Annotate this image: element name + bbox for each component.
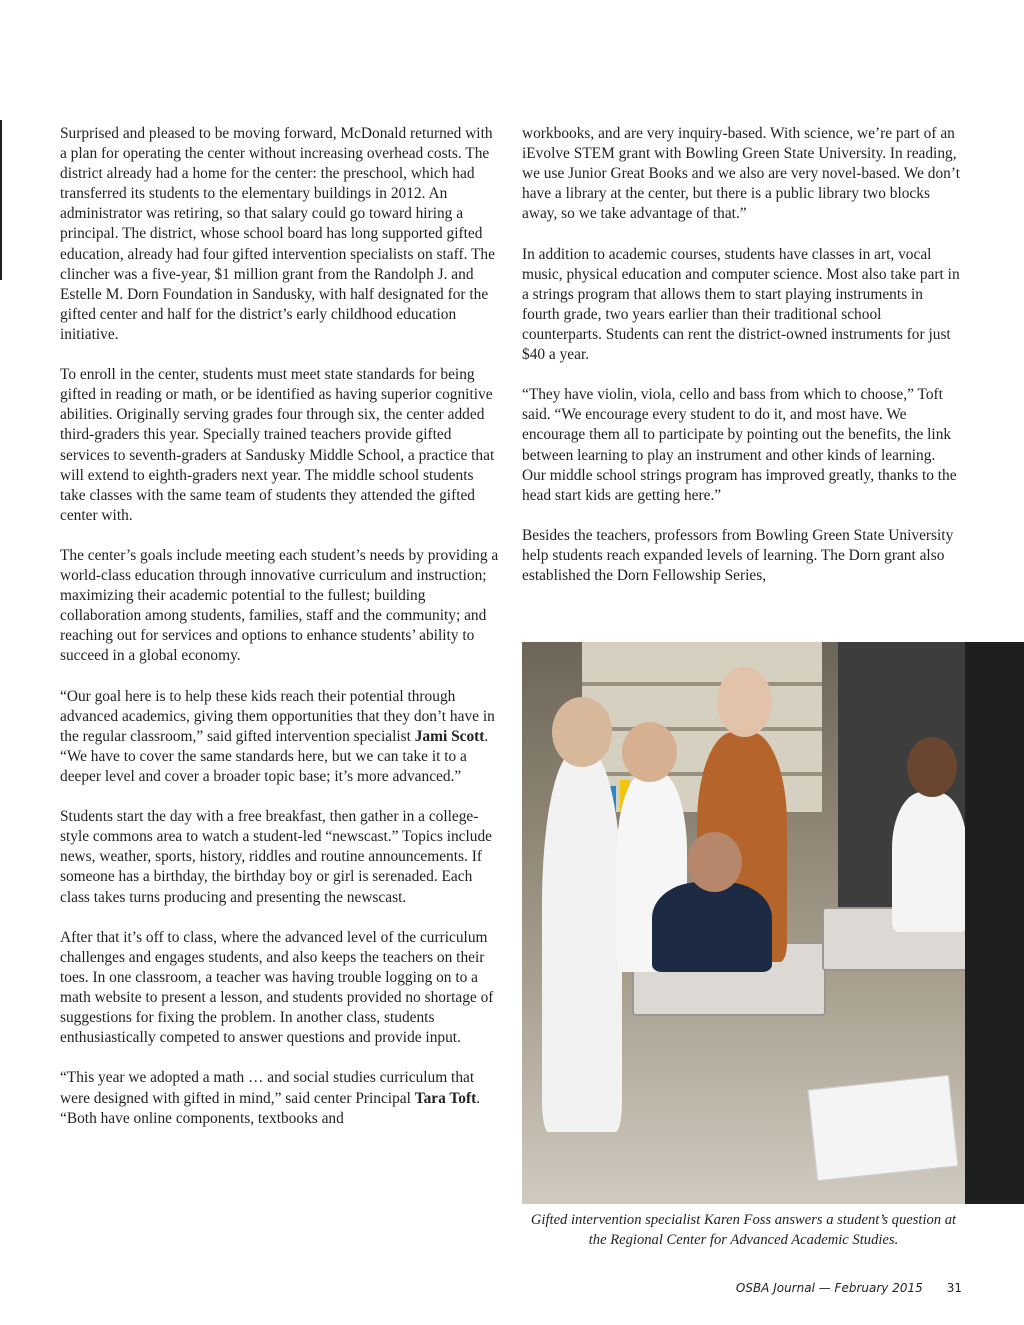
classroom-photo (522, 642, 965, 1204)
right-paragraph-1: workbooks, and are very inquiry-based. With science, we’re part of an iEvolve STEM grant with Bowling Green State University. In reading, we use Junior Great Books and we also are very novel-based. We don’t have a library at the center, but there is a public library two blocks away, so we take advantage of that.” (522, 125, 960, 223)
page-number: 31 (946, 1281, 962, 1295)
photo-side-bar (965, 642, 1024, 1204)
photo-caption: Gifted intervention specialist Karen Foss answers a student’s question at the Regional Center for Advanced Academic Studies. (530, 1212, 957, 1248)
left-column (60, 124, 500, 1129)
left-paragraph-7 (60, 1068, 500, 1128)
left-paragraph-3: The center’s goals include meeting each student’s needs by providing a world-class education through innovative curriculum and instruction; maximizing their academic potential to the fullest; building collaboration among students, families, staff and the community; and reaching out for services and options to enhance students’ ability to succeed in a global economy. (60, 546, 499, 665)
worksheet (808, 1075, 959, 1181)
quote-scott-part-2: . “We have to cover the same standards here, but we can take it to a deeper level and cover a broader topic base; it’s more advanced.” (60, 727, 489, 785)
seated-student (652, 882, 772, 972)
right-column (522, 124, 962, 586)
name-jami-scott: Jami Scott (414, 727, 485, 745)
left-paragraph-2: To enroll in the center, students must meet state standards for being gifted in reading or math, or be identified as having superior cognitive abilities. Originally serving grades four through six, the center added third-graders this year. Specially trained teachers provide gifted services to seventh-graders at Sandusky Middle School, a practice that will extend to eighth-graders next year. The middle school students take classes with the same team of students they attended the gifted center with. (60, 366, 495, 524)
left-paragraph-1: Surprised and pleased to be moving forward, McDonald returned with a plan for operating the center without increasing overhead costs. The district already had a home for the center: the preschool, which had transferred its students to the elementary buildings in 2012. An administrator was retiring, so that salary could go toward hiring a principal. The district, whose school board has long supported gifted education, already had four gifted intervention specialists on staff. The clincher was a five-year, $1 million grant from the Randolph J. and Estelle M. Dorn Foundation in Sandusky, with half designated for the gifted center and half for the district’s early childhood education initiative. (60, 125, 495, 343)
quote-toft-part-2: . “Both have online components, textbooks and (60, 1089, 481, 1127)
right-paragraph-3: “They have violin, viola, cello and bass from which to choose,” Toft said. “We encourage every student to do it, and most have. We encourage them all to participate by pointing out the benefits, the link between learning to play an instrument and other kinds of learning. Our middle school strings program has improved greatly, thanks to the head start kids are getting here.” (522, 386, 957, 504)
student-girl (542, 752, 622, 1132)
student-right (892, 792, 965, 932)
quote-scott-part-1: “Our goal here is to help these kids reach their potential through advanced academics, giving them opportunities that they don’t have in the regular classroom,” said gifted intervention specialist (60, 687, 495, 745)
quote-toft-part-1: “This year we adopted a math … and social studies curriculum that were designed with gifted in mind,” said center Principal (60, 1069, 475, 1107)
page-footer (700, 1281, 962, 1295)
right-paragraph-2: In addition to academic courses, students have classes in art, vocal music, physical education and computer science. Most also take part in a strings program that allows them to start playing instruments in fourth grade, two years earlier than their traditional school counterparts. Students can rent the district-owned instruments for just $40 a year. (522, 245, 960, 364)
journal-issue: OSBA Journal — February 2015 (735, 1281, 923, 1295)
left-paragraph-4 (60, 687, 500, 787)
left-paragraph-5: Students start the day with a free breakfast, then gather in a college-style commons area to watch a student-led “newscast.” Topics include news, weather, sports, history, riddles and routine announcements. If someone has a birthday, the birthday boy or girl is serenaded. Each class takes turns producing and presenting the newscast. (60, 808, 493, 906)
left-paragraph-6: After that it’s off to class, where the advanced level of the curriculum challenges and engages students, and also keeps the teachers on their toes. In one classroom, a teacher was having trouble logging on to a math website to present a lesson, and students provided no shortage of suggestions for fixing the problem. In another class, students enthusiastically competed to answer questions and provide input. (60, 928, 494, 1047)
name-tara-toft: Tara Toft (414, 1089, 477, 1107)
right-paragraph-4: Besides the teachers, professors from Bowling Green State University help students reach expanded levels of learning. The Dorn grant also established the Dorn Fellowship Series, (522, 526, 954, 585)
margin-rule (0, 120, 2, 280)
